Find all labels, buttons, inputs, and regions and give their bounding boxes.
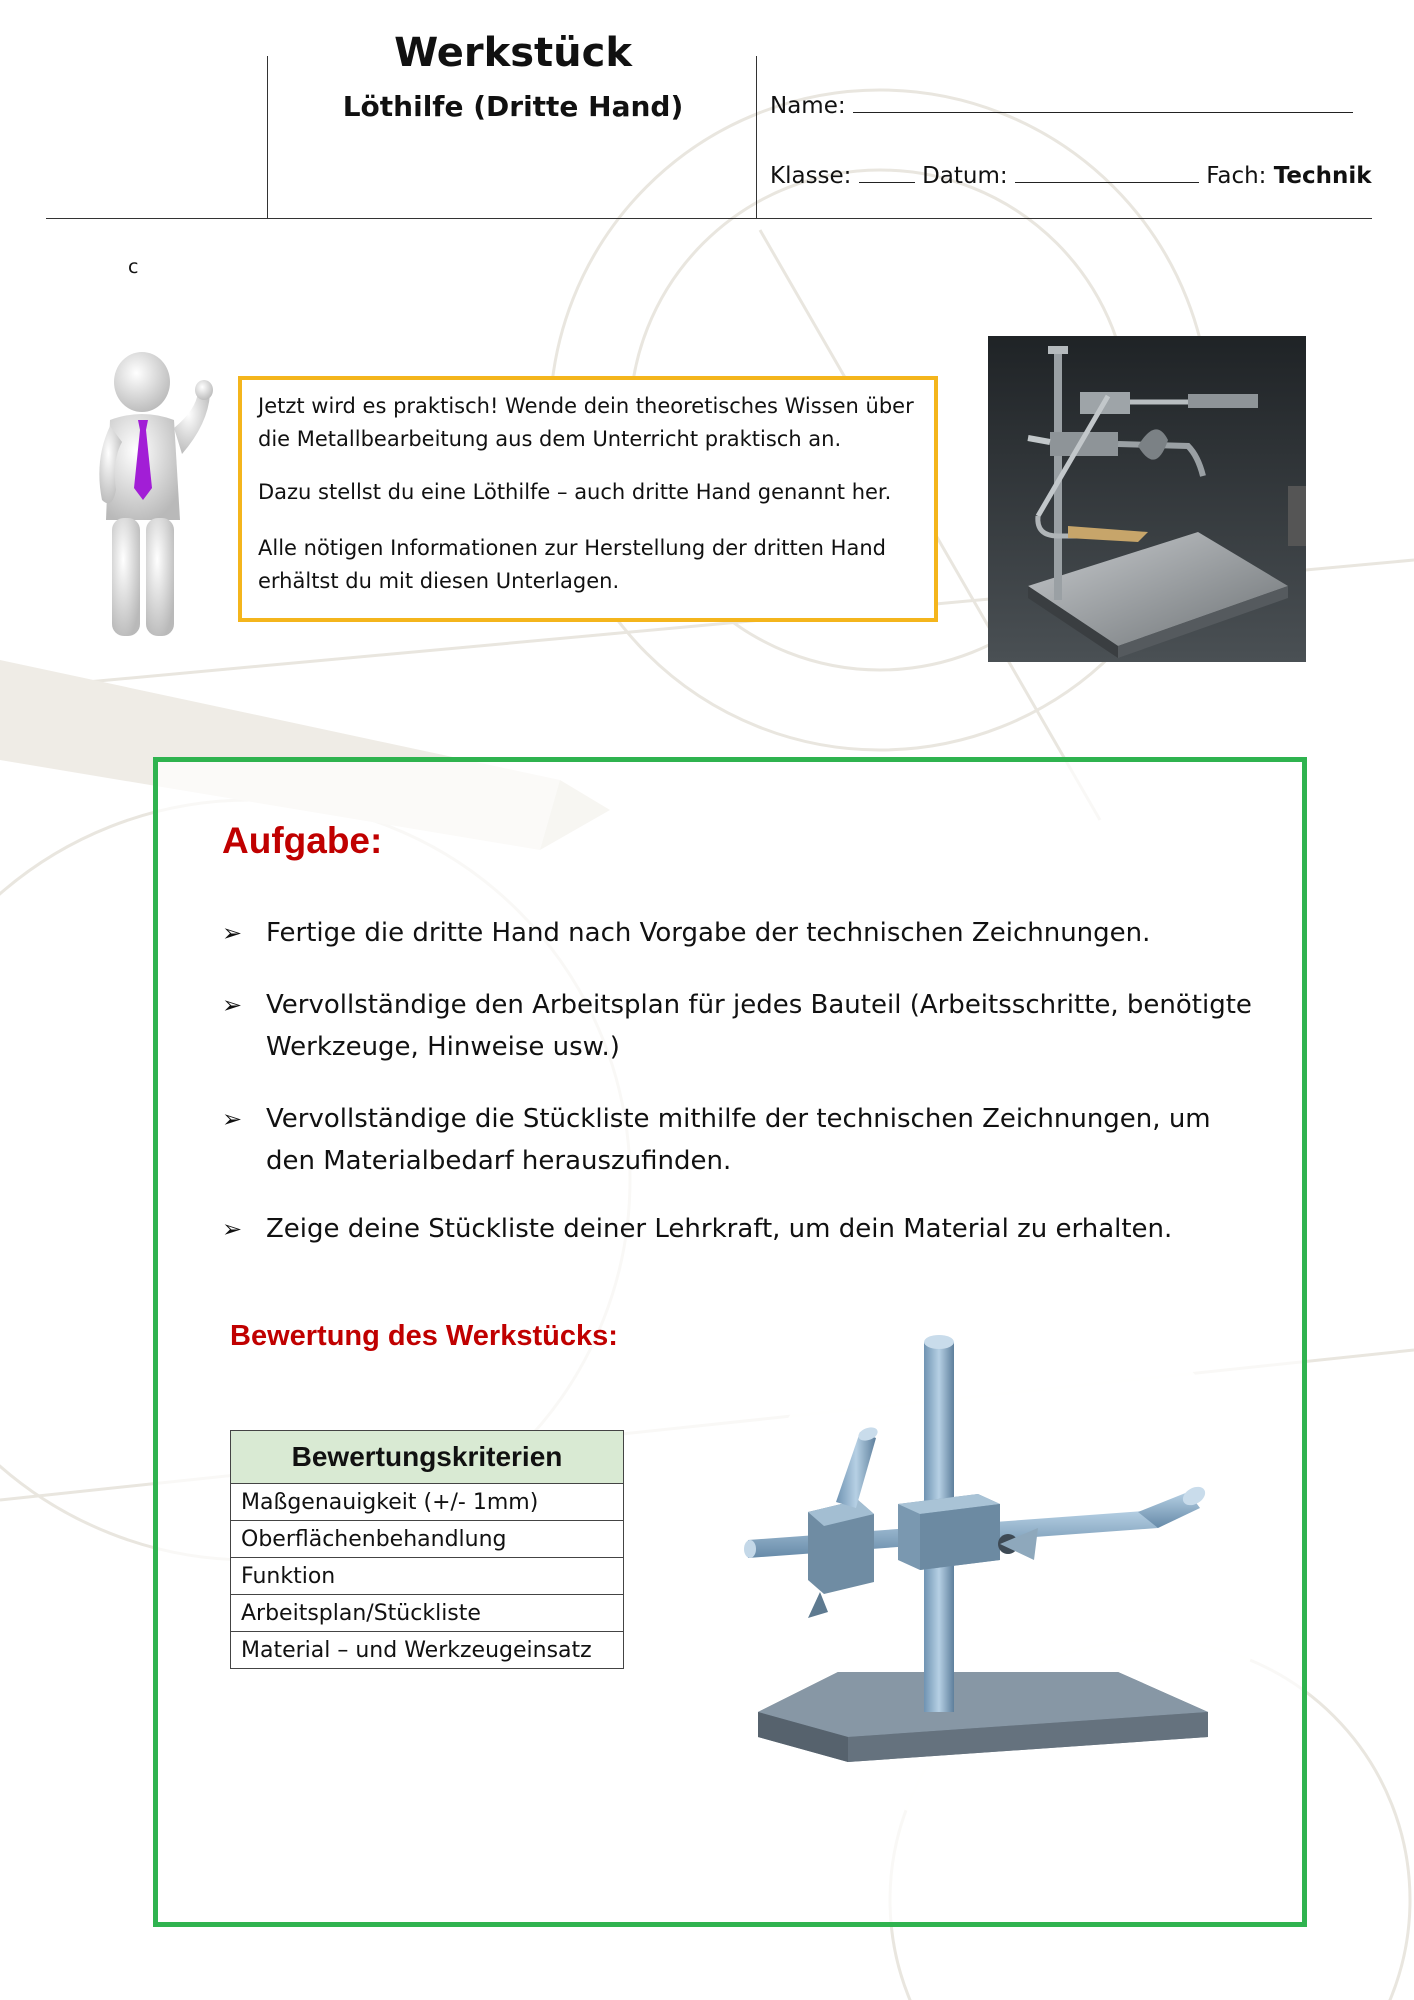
criteria-table bbox=[230, 1430, 624, 1669]
task-item-text: Vervollständige den Arbeitsplan für jedes Bauteil (Arbeitsschritte, benötigte Werkzeuge, Hinweise usw.) bbox=[266, 990, 1252, 1062]
fach-label: Fach: bbox=[1206, 163, 1267, 189]
intro-text: Jetzt wird es praktisch! Wende dein theoretisches Wissen über die Metallbearbeitung aus dem Unterricht praktisch an. bbox=[258, 394, 914, 451]
task-item-text: Vervollständige die Stückliste mithilfe der technischen Zeichnungen, um den Materialbedarf herauszufinden. bbox=[266, 1104, 1211, 1176]
fach-value: Technik bbox=[1273, 163, 1372, 189]
task-frame bbox=[153, 757, 1307, 1927]
stray-character: c bbox=[128, 256, 139, 278]
page-subtitle: Löthilfe (Dritte Hand) bbox=[342, 90, 684, 123]
page-title: Werkstück bbox=[394, 30, 632, 76]
task-item-text: Zeige deine Stückliste deiner Lehrkraft, um dein Material zu erhalten. bbox=[266, 1214, 1173, 1244]
klasse-field[interactable] bbox=[859, 158, 915, 183]
name-row bbox=[770, 88, 1353, 119]
bullet-arrow-icon: ➢ bbox=[222, 919, 243, 947]
header-divider bbox=[267, 56, 268, 218]
name-label: Name: bbox=[770, 93, 846, 119]
table-row: Arbeitsplan/Stückliste bbox=[231, 1595, 624, 1632]
table-row: Oberflächenbehandlung bbox=[231, 1521, 624, 1558]
criteria-table-header: Bewertungskriterien bbox=[231, 1431, 624, 1484]
bullet-arrow-icon: ➢ bbox=[222, 1215, 243, 1243]
evaluation-heading: Bewertung des Werkstücks: bbox=[230, 1320, 618, 1352]
cad-model-image bbox=[738, 1282, 1278, 1842]
datum-label: Datum: bbox=[922, 163, 1008, 189]
intro-box bbox=[238, 376, 938, 622]
klasse-label: Klasse: bbox=[770, 163, 852, 189]
table-row: Material – und Werkzeugeinsatz bbox=[231, 1632, 624, 1669]
name-field[interactable] bbox=[853, 88, 1353, 113]
header-divider bbox=[756, 56, 757, 218]
presenter-figure bbox=[86, 350, 226, 650]
intro-text: Dazu stellst du eine Löthilfe – auch dritte Hand genannt her. bbox=[258, 480, 892, 504]
header bbox=[46, 56, 1372, 219]
intro-text: Alle nötigen Informationen zur Herstellung der dritten Hand erhältst du mit diesen Unterlagen. bbox=[258, 536, 886, 593]
task-heading: Aufgabe: bbox=[222, 820, 383, 861]
table-row: Maßgenauigkeit (+/- 1mm) bbox=[231, 1484, 624, 1521]
datum-field[interactable] bbox=[1015, 158, 1199, 183]
meta-row bbox=[770, 158, 1372, 189]
bullet-arrow-icon: ➢ bbox=[222, 1105, 243, 1133]
soldering-helper-photo bbox=[988, 336, 1306, 662]
bullet-arrow-icon: ➢ bbox=[222, 991, 243, 1019]
table-row: Funktion bbox=[231, 1558, 624, 1595]
task-item-text: Fertige die dritte Hand nach Vorgabe der technischen Zeichnungen. bbox=[266, 918, 1151, 948]
